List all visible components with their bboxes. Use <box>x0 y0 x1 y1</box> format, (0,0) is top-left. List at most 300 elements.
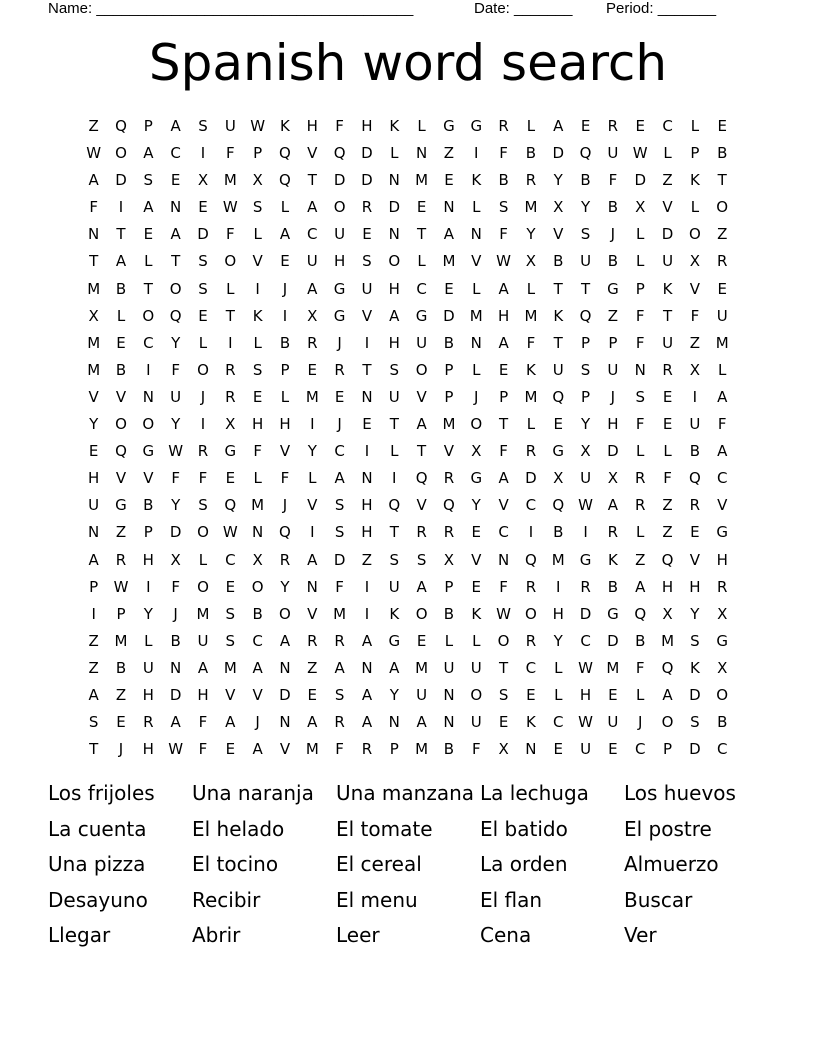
grid-letter: N <box>443 685 455 704</box>
grid-letter: R <box>662 360 673 379</box>
grid-letter: H <box>716 550 728 569</box>
grid-letter: S <box>143 171 154 190</box>
grid-letter: O <box>716 685 729 704</box>
date-field-label: Date: _______ <box>474 0 573 17</box>
word-list-item: El tomate <box>336 816 433 841</box>
grid-letter: J <box>610 225 616 244</box>
grid-letter: Q <box>579 144 592 163</box>
grid-letter: M <box>114 631 128 650</box>
grid-letter: F <box>635 306 645 325</box>
grid-letter: Q <box>579 306 592 325</box>
grid-letter: N <box>361 658 373 677</box>
grid-letter: J <box>337 415 342 434</box>
grid-letter: N <box>361 387 373 406</box>
grid-letter: H <box>661 577 674 596</box>
grid-letter: Q <box>443 496 455 515</box>
grid-letter: O <box>251 577 264 596</box>
grid-letter: L <box>280 198 290 217</box>
grid-letter: D <box>169 523 182 542</box>
grid-letter: P <box>581 387 591 406</box>
word-list-item: Cena <box>480 923 532 947</box>
grid-letter: P <box>143 523 153 542</box>
grid-letter: N <box>388 171 400 190</box>
grid-letter: E <box>307 360 318 379</box>
grid-letter: W <box>250 117 266 135</box>
grid-letter: V <box>553 225 564 244</box>
grid-row <box>80 601 736 628</box>
grid-letter: E <box>416 198 427 217</box>
grid-letter: S <box>252 198 263 217</box>
grid-letter: T <box>225 306 235 325</box>
word-list-item: Abrir <box>192 923 241 947</box>
grid-letter: L <box>444 631 454 650</box>
grid-letter: L <box>636 252 645 271</box>
grid-letter: U <box>142 658 154 677</box>
grid-letter: L <box>253 225 262 244</box>
grid-letter: Y <box>471 496 481 515</box>
grid-letter: M <box>524 387 538 406</box>
grid-letter: A <box>635 577 646 596</box>
grid-letter: T <box>417 225 427 244</box>
grid-letter: R <box>525 577 537 596</box>
grid-letter: L <box>636 442 645 461</box>
grid-letter: P <box>635 279 645 298</box>
grid-letter: V <box>307 604 318 623</box>
grid-letter: L <box>636 225 645 244</box>
word-list-item: El cereal <box>336 852 422 876</box>
grid-letter: I <box>200 415 206 434</box>
grid-row <box>80 221 736 248</box>
grid-letter: X <box>717 604 728 623</box>
grid-letter: Z <box>607 306 619 325</box>
grid-letter: T <box>580 279 591 298</box>
grid-letter: B <box>115 279 127 298</box>
grid-letter: V <box>252 252 263 271</box>
grid-letter: S <box>690 713 700 732</box>
grid-letter: F <box>635 658 645 677</box>
grid-letter: R <box>525 442 537 461</box>
grid-letter: J <box>610 387 616 406</box>
grid-letter: V <box>416 387 427 406</box>
grid-letter: G <box>552 442 565 461</box>
grid-letter: A <box>88 685 99 704</box>
grid-letter: Q <box>169 306 182 325</box>
grid-letter: F <box>690 306 700 325</box>
grid-letter: N <box>388 225 400 244</box>
grid-letter: S <box>225 631 236 650</box>
grid-letter: T <box>89 740 99 759</box>
grid-letter: U <box>388 387 400 406</box>
grid-letter: T <box>499 415 509 434</box>
grid-letter: Y <box>89 415 99 434</box>
grid-letter: U <box>470 713 482 732</box>
grid-letter: Y <box>307 442 317 461</box>
grid-letter: J <box>282 279 288 298</box>
grid-letter: X <box>498 740 509 759</box>
grid-letter: L <box>116 306 126 325</box>
word-list-item: Llegar <box>48 923 111 947</box>
word-list-item: Ver <box>624 923 657 947</box>
grid-letter: R <box>225 360 236 379</box>
grid-letter: T <box>362 360 372 379</box>
grid-letter: A <box>307 713 318 732</box>
grid-letter: A <box>143 144 154 163</box>
grid-letter: L <box>663 442 672 461</box>
grid-letter: F <box>635 333 645 352</box>
grid-letter: Q <box>224 496 237 515</box>
grid-letter: D <box>634 171 646 190</box>
grid-letter: N <box>497 550 510 569</box>
grid-letter: B <box>443 740 455 759</box>
grid-letter: X <box>170 550 181 569</box>
grid-letter: F <box>253 442 262 461</box>
grid-letter: Z <box>361 550 373 569</box>
grid-letter: E <box>225 577 236 596</box>
grid-letter: L <box>253 333 262 352</box>
grid-letter: G <box>333 279 346 298</box>
grid-letter: S <box>334 496 345 515</box>
grid-letter: F <box>499 225 508 244</box>
grid-letter: A <box>307 198 318 217</box>
grid-letter: B <box>607 252 619 271</box>
grid-row <box>80 411 736 438</box>
grid-letter: S <box>635 387 645 406</box>
grid-row <box>80 492 736 519</box>
grid-letter: D <box>197 225 209 244</box>
grid-letter: E <box>198 198 208 217</box>
grid-letter: I <box>255 279 260 298</box>
grid-letter: R <box>498 117 509 135</box>
grid-letter: S <box>498 685 509 704</box>
grid-letter: X <box>88 306 99 325</box>
grid-letter: H <box>552 604 564 623</box>
grid-letter: E <box>498 360 509 379</box>
grid-letter: L <box>144 631 153 650</box>
grid-letter: B <box>115 360 127 379</box>
grid-letter: L <box>198 333 208 352</box>
grid-letter: S <box>334 523 345 542</box>
grid-letter: Q <box>279 144 291 163</box>
grid-letter: H <box>306 117 318 135</box>
grid-letter: P <box>581 333 591 352</box>
grid-letter: U <box>607 144 619 163</box>
grid-letter: F <box>499 144 508 163</box>
grid-letter: M <box>551 550 565 569</box>
grid-letter: X <box>525 252 537 271</box>
grid-letter: S <box>198 252 208 271</box>
grid-letter: F <box>471 740 481 759</box>
grid-letter: E <box>170 171 181 190</box>
grid-letter: X <box>252 171 263 190</box>
grid-letter: M <box>196 604 210 623</box>
grid-letter: X <box>635 198 646 217</box>
grid-row <box>80 519 736 546</box>
grid-letter: W <box>578 713 593 732</box>
grid-row <box>80 276 736 303</box>
grid-letter: O <box>169 279 182 298</box>
grid-letter: K <box>280 117 290 135</box>
grid-letter: D <box>552 144 565 163</box>
grid-letter: F <box>499 442 508 461</box>
grid-letter: L <box>526 415 536 434</box>
grid-letter: G <box>415 306 428 325</box>
grid-letter: E <box>225 740 236 759</box>
grid-letter: Q <box>661 658 674 677</box>
grid-letter: T <box>499 658 509 677</box>
grid-letter: S <box>252 360 263 379</box>
grid-letter: A <box>416 415 427 434</box>
grid-letter: L <box>554 658 563 677</box>
grid-letter: T <box>389 415 399 434</box>
grid-letter: L <box>472 360 481 379</box>
grid-letter: G <box>224 442 237 461</box>
grid-letter: M <box>715 333 729 352</box>
grid-letter: U <box>607 360 619 379</box>
grid-letter: W <box>168 442 184 461</box>
grid-letter: A <box>498 469 509 488</box>
grid-letter: F <box>335 117 344 135</box>
grid-letter: X <box>553 469 564 488</box>
grid-letter: E <box>553 415 563 434</box>
grid-letter: M <box>87 333 101 352</box>
grid-letter: D <box>443 306 455 325</box>
grid-letter: F <box>89 198 98 217</box>
grid-letter: A <box>416 577 427 596</box>
grid-letter: D <box>607 631 619 650</box>
grid-letter: E <box>88 442 99 461</box>
grid-letter: V <box>279 740 291 759</box>
grid-letter: L <box>253 469 262 488</box>
grid-letter: I <box>528 523 534 542</box>
grid-letter: D <box>525 469 537 488</box>
grid-letter: J <box>638 713 643 732</box>
grid-letter: S <box>198 117 208 135</box>
grid-letter: V <box>416 496 427 515</box>
grid-letter: D <box>169 685 182 704</box>
grid-letter: I <box>556 577 561 596</box>
grid-letter: R <box>607 117 619 135</box>
grid-letter: W <box>222 523 238 542</box>
grid-letter: V <box>689 279 701 298</box>
grid-letter: O <box>688 225 701 244</box>
grid-letter: B <box>443 333 455 352</box>
grid-letter: Q <box>279 523 291 542</box>
grid-letter: S <box>580 360 591 379</box>
grid-letter: C <box>143 333 154 352</box>
grid-letter: M <box>251 496 265 515</box>
grid-letter: L <box>526 279 536 298</box>
grid-letter: U <box>224 117 236 135</box>
grid-letter: E <box>608 685 618 704</box>
grid-letter: D <box>361 171 373 190</box>
grid-letter: A <box>717 442 728 461</box>
grid-letter: Q <box>388 496 401 515</box>
grid-letter: Q <box>115 117 127 135</box>
grid-letter: Y <box>580 198 591 217</box>
grid-letter: B <box>143 496 154 515</box>
grid-letter: N <box>170 198 182 217</box>
grid-letter: M <box>442 252 456 271</box>
grid-letter: U <box>416 685 428 704</box>
grid-letter: M <box>87 360 101 379</box>
grid-letter: A <box>279 631 291 650</box>
grid-letter: E <box>471 577 481 596</box>
grid-letter: Y <box>143 604 153 623</box>
grid-letter: I <box>364 442 370 461</box>
grid-letter: D <box>661 225 674 244</box>
grid-letter: I <box>282 306 288 325</box>
grid-letter: C <box>334 442 345 461</box>
grid-letter: E <box>362 415 372 434</box>
grid-letter: E <box>471 523 481 542</box>
grid-letter: R <box>443 523 455 542</box>
grid-letter: F <box>225 144 235 163</box>
grid-letter: A <box>389 306 400 325</box>
grid-letter: L <box>690 117 700 135</box>
grid-letter: B <box>580 171 591 190</box>
grid-letter: I <box>200 144 206 163</box>
grid-letter: H <box>142 740 154 759</box>
grid-letter: H <box>88 469 100 488</box>
grid-letter: F <box>198 713 208 732</box>
grid-row <box>80 465 736 492</box>
grid-letter: P <box>389 740 399 759</box>
grid-letter: Z <box>635 550 646 569</box>
grid-letter: I <box>146 577 151 596</box>
grid-letter: U <box>716 306 728 325</box>
grid-letter: N <box>306 577 318 596</box>
grid-letter: C <box>225 550 236 569</box>
grid-letter: F <box>335 740 344 759</box>
grid-letter: E <box>116 333 126 352</box>
grid-letter: N <box>88 523 100 542</box>
grid-letter: Y <box>389 685 399 704</box>
grid-letter: L <box>472 198 481 217</box>
grid-letter: K <box>525 360 536 379</box>
grid-letter: O <box>470 415 483 434</box>
grid-letter: I <box>310 523 315 542</box>
grid-letter: U <box>607 713 619 732</box>
word-list-item: El flan <box>480 887 543 912</box>
grid-row <box>80 438 736 465</box>
grid-letter: U <box>361 279 373 298</box>
grid-letter: O <box>279 604 291 623</box>
grid-letter: E <box>334 387 345 406</box>
grid-letter: L <box>636 685 645 704</box>
grid-letter: F <box>280 469 290 488</box>
grid-letter: P <box>499 387 509 406</box>
grid-letter: Q <box>115 442 127 461</box>
grid-row <box>80 655 736 682</box>
grid-letter: T <box>553 279 563 298</box>
grid-letter: F <box>335 577 344 596</box>
grid-letter: P <box>89 577 99 596</box>
grid-letter: F <box>225 225 235 244</box>
grid-letter: B <box>689 442 701 461</box>
grid-letter: F <box>171 577 180 596</box>
grid-letter: G <box>142 442 155 461</box>
grid-letter: U <box>334 225 346 244</box>
word-list-item: El helado <box>192 816 285 841</box>
grid-letter: I <box>583 523 588 542</box>
grid-letter: N <box>361 469 373 488</box>
grid-letter: X <box>443 550 455 569</box>
grid-letter: D <box>689 685 701 704</box>
grid-letter: U <box>662 252 674 271</box>
grid-letter: G <box>470 117 483 135</box>
grid-letter: A <box>361 713 373 732</box>
grid-letter: N <box>279 713 291 732</box>
grid-letter: V <box>88 387 99 406</box>
grid-letter: F <box>717 415 727 434</box>
grid-letter: R <box>580 577 591 596</box>
grid-letter: I <box>91 604 96 623</box>
grid-letter: U <box>170 387 182 406</box>
word-list-item: El tocino <box>192 852 279 876</box>
grid-letter: E <box>416 631 427 650</box>
grid-letter: E <box>662 415 673 434</box>
grid-letter: O <box>716 198 729 217</box>
grid-letter: E <box>143 225 154 244</box>
grid-letter: L <box>663 144 672 163</box>
grid-letter: B <box>252 604 263 623</box>
grid-letter: G <box>716 631 729 650</box>
grid-letter: Q <box>552 387 565 406</box>
grid-letter: R <box>279 550 291 569</box>
grid-letter: F <box>171 360 180 379</box>
grid-letter: Q <box>415 469 428 488</box>
grid-letter: T <box>717 171 727 190</box>
grid-letter: Z <box>88 117 99 135</box>
grid-letter: R <box>525 171 537 190</box>
grid-letter: H <box>361 496 373 515</box>
grid-letter: N <box>388 713 400 732</box>
grid-letter: M <box>469 306 483 325</box>
grid-letter: U <box>197 631 209 650</box>
grid-letter: O <box>142 415 155 434</box>
grid-letter: A <box>717 387 728 406</box>
grid-letter: J <box>282 496 288 515</box>
grid-letter: F <box>635 415 645 434</box>
grid-letter: E <box>580 117 591 135</box>
grid-letter: K <box>525 713 536 732</box>
grid-letter: Q <box>333 144 346 163</box>
grid-letter: Y <box>171 333 181 352</box>
grid-letter: R <box>525 631 537 650</box>
grid-letter: B <box>525 144 537 163</box>
grid-letter: F <box>198 469 208 488</box>
grid-letter: V <box>662 198 673 217</box>
grid-letter: A <box>115 252 127 271</box>
grid-letter: Z <box>307 658 318 677</box>
grid-letter: K <box>471 171 482 190</box>
grid-letter: Y <box>553 171 563 190</box>
grid-letter: O <box>115 415 127 434</box>
grid-letter: X <box>307 306 318 325</box>
grid-letter: M <box>661 631 675 650</box>
grid-letter: C <box>580 631 591 650</box>
grid-letter: N <box>525 740 537 759</box>
grid-letter: M <box>415 740 429 759</box>
grid-letter: G <box>579 550 592 569</box>
grid-letter: Z <box>689 333 701 352</box>
grid-letter: C <box>252 631 263 650</box>
grid-letter: T <box>116 225 126 244</box>
grid-letter: F <box>171 469 180 488</box>
grid-letter: F <box>198 740 208 759</box>
word-list-item: Una manzana <box>336 781 475 805</box>
grid-letter: O <box>661 713 674 732</box>
